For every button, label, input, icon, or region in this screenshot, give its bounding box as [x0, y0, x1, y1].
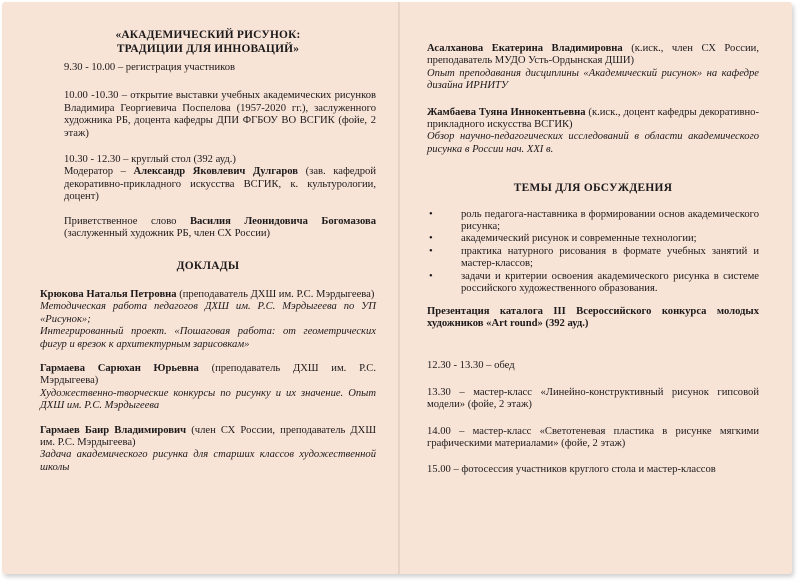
greeting-name: Василия Леонидовича Богомазова: [189, 215, 376, 227]
speaker-1-name: Крюкова Наталья Петровна: [40, 288, 177, 300]
greeting: [40, 216, 376, 241]
bullet-icon: •: [429, 245, 433, 257]
topic-item: • задачи и критерии освоения академического рисунка в системе российского художественного образования.: [429, 270, 759, 295]
topic-item: • практика натурного рисования в формате учебных занятий и мастер-классов;: [429, 245, 759, 270]
bullet-icon: •: [429, 233, 433, 245]
catalog-presentation: Презентация каталога III Всероссийского конкурса молодых художников «Art round» (392 ауд.): [427, 305, 759, 329]
greeting-details: (заслуженный художник РБ, член СХ России): [64, 228, 271, 240]
master-class-1: 13.30 – мастер-класс «Линейно-конструктивный рисунок гипсовой модели» (фойе, 2 этаж): [427, 386, 759, 411]
topic-item: • роль педагога-наставника в формировании основ академического рисунка;: [429, 208, 759, 233]
event-title: [40, 28, 376, 56]
topics-heading: ТЕМЫ ДЛЯ ОБСУЖДЕНИЯ: [513, 182, 673, 195]
moderator-info: [40, 166, 376, 203]
speaker-2-talk: Художественно-творческие конкурсы по рисунку и их значение. Опыт ДХШ им. Р.С. Мэрдыгеева: [40, 387, 376, 412]
speaker-1-talk-1: Методическая работа педагогов ДХШ им. Р.С. Мэрдыгеева по УП «Рисунок»;: [40, 301, 376, 325]
speaker-5-talk: Обзор научно-педагогических исследований в области академического рисунка в России нач. XXI в.: [427, 131, 759, 155]
speaker-1-talk-2: Интегрированный проект. «Пошаговая работа: от геометрических фигур и врезок к архитектурным зарисовкам»: [40, 326, 376, 350]
speaker-4-talk: Опыт преподавания дисциплины «Академический рисунок» на кафедре дизайна ИРНИТУ: [427, 67, 759, 92]
greeting-pre: Приветственное слово: [64, 215, 177, 227]
lunch-time: 12.30 - 13.30 – обед: [427, 360, 515, 372]
topic-item: • академический рисунок и современные технологии;: [429, 233, 697, 245]
speaker-5-details: (к.иск., доцент кафедры декоративно-прикладного искусства ВСГИК): [427, 106, 759, 131]
moderator-label: Модератор –: [64, 166, 126, 178]
registration-time: 9.30 - 10.00 – регистрация участников: [64, 62, 236, 73]
master-class-2: 14.00 – мастер-класс «Светотеневая пластика в рисунке мягкими графическими материалами» (фойе, 2 этаж): [427, 425, 759, 449]
speaker-1: [40, 289, 376, 301]
reports-heading: ДОКЛАДЫ: [176, 260, 240, 273]
speaker-4-details: (к.иск., член СХ России, преподаватель МУДО Усть-Ордынская ДШИ): [427, 43, 759, 67]
speaker-2-details: (преподаватель ДХШ им. Р.С. Мэрдыгеева): [40, 362, 376, 387]
speaker-4-name: Асалханова Екатерина Владимировна: [427, 43, 623, 54]
speaker-2: [40, 363, 376, 388]
program-sheet: [2, 2, 792, 574]
exhibition-opening: 10.00 -10.30 – открытие выставки учебных академических рисунков Владимира Георгиевича Поспелова (1957-2020 гг.), заслуженного художника РБ, доцента кафедры ДПИ ФГБОУ ВО ВСГИК (фойе, 2 этаж): [64, 90, 376, 139]
speaker-2-name: Гармаева Сарюхан Юрьевна: [40, 362, 199, 374]
speaker-4: [427, 43, 759, 68]
speaker-1-details: (преподаватель ДХШ им. Р.С. Мэрдыгеева): [179, 288, 375, 300]
speaker-3-details: (член СХ России, преподаватель ДХШ им. Р.С. Мэрдыгеева): [40, 424, 377, 448]
center-fold: [398, 2, 400, 574]
right-column: [427, 43, 759, 477]
topics-list: [427, 209, 759, 296]
speaker-3-talk: Задача академического рисунка для старших классов художественной школы: [40, 449, 376, 473]
bullet-icon: •: [429, 208, 433, 220]
speaker-3-name: Гармаев Баир Владимирович: [40, 424, 187, 436]
speaker-3: [40, 425, 376, 450]
bullet-icon: •: [429, 270, 433, 282]
moderator-details: (зав. кафедрой декоративно-прикладного искусства ВСГИК, к. культурологии, доцент): [64, 166, 377, 203]
title-line-2: ТРАДИЦИИ ДЛЯ ИННОВАЦИЙ»: [116, 43, 300, 55]
speaker-5: [427, 107, 759, 132]
speaker-5-name: Жамбаева Туяна Иннокентьевна: [427, 106, 586, 118]
roundtable-time: 10.30 - 12.30 – круглый стол (392 ауд.): [64, 154, 236, 166]
photo-session: 15.00 – фотосессия участников круглого стола и мастер-классов: [427, 464, 716, 476]
moderator-name: Александр Яковлевич Дулгаров: [133, 166, 299, 178]
left-column: [40, 28, 376, 474]
title-line-1: «АКАДЕМИЧЕСКИЙ РИСУНОК:: [115, 29, 301, 41]
